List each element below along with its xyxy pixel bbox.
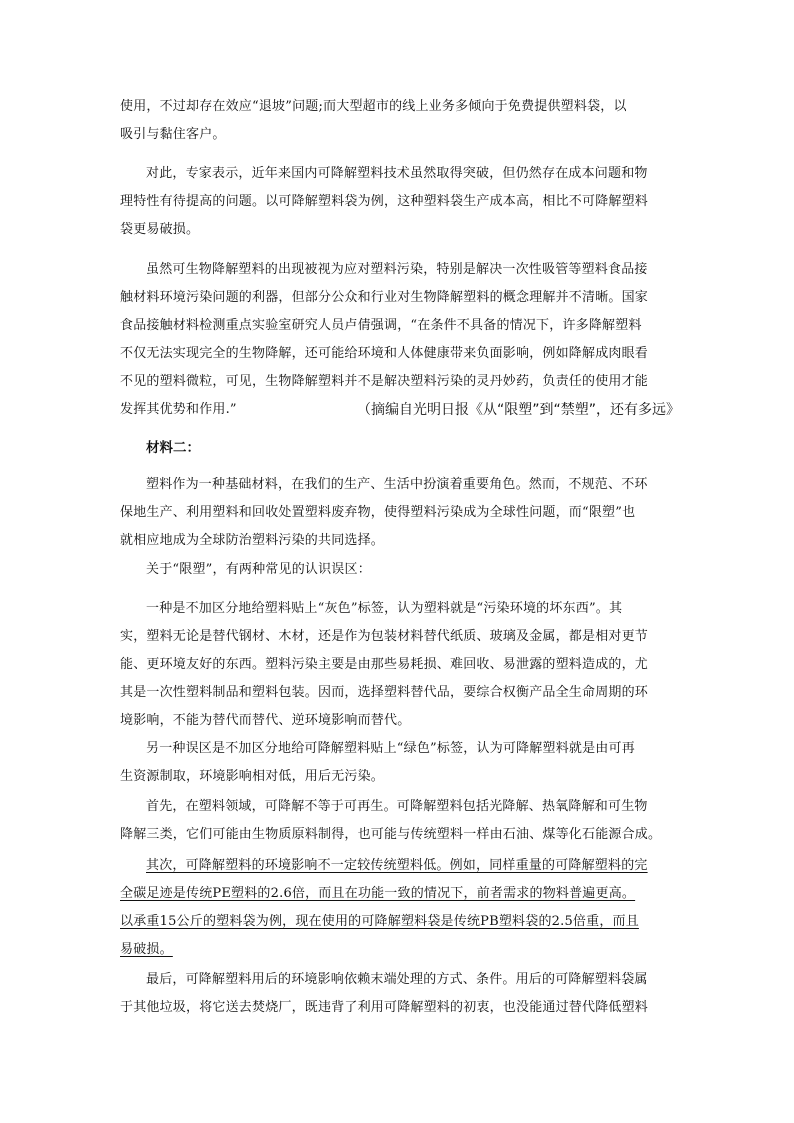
text-line: 理特性有待提高的问题。以可降解塑料袋为例，这种塑料袋生产成本高，相比不可降解塑料: [120, 194, 649, 209]
underlined-text-line: 以承重15公斤的塑料袋为例，现在使用的可降解塑料袋是传统PB塑料袋的2.5倍重，而且: [120, 914, 639, 929]
paragraph-8: [120, 793, 680, 849]
paragraph-9-underlined: [120, 852, 680, 964]
text-line: 境影响，不能为替代而替代、逆环境影响而替代。: [120, 713, 411, 728]
text-line: 于其他垃圾，将它送去焚烧厂，既违背了利用可降解塑料的初衷，也没能通过替代降低塑料: [120, 1000, 649, 1015]
paragraph-5: [120, 556, 680, 584]
text-line: 关于“限塑”，有两种常见的认识误区：: [146, 562, 371, 577]
paragraph-1: [120, 93, 680, 149]
text-line: 虽然可生物降解塑料的出现被视为应对塑料污染，特别是解决一次性吸管等塑料食品接: [146, 262, 648, 277]
text-line: 就相应地成为全球防治塑料污染的共同选择。: [120, 533, 385, 548]
section-heading: 材料二：: [146, 440, 200, 456]
paragraph-2: [120, 160, 680, 244]
text-line: 不见的塑料微粒，可见，生物降解塑料并不是解决塑料污染的灵丹妙药，负责任的使用才能: [120, 374, 649, 389]
text-line: 食品接触材料检测重点实验室研究人员卢倩强调，“在条件不具备的情况下，许多降解塑料: [120, 318, 642, 333]
text-line: 其是一次性塑料制品和塑料包装。因而，选择塑料替代品，要综合权衡产品全生命周期的环: [120, 685, 649, 700]
text-line: 首先，在塑料领域，可降解不等于可再生。可降解塑料包括光降解、热氧降解和可生物: [146, 799, 648, 814]
underlined-text-line: 易破损。: [120, 942, 173, 957]
underlined-text-line: 全碳足迹是传统PE塑料的2.6倍，而且在功能一致的情况下，前者需求的物料普遍更高。: [120, 886, 636, 901]
text-line: 不仅无法实现完全的生物降解，还可能给环境和人体健康带来负面影响，例如降解成肉眼看: [120, 346, 649, 361]
text-line: 生资源制取，环境影响相对低，用后无污染。: [120, 769, 385, 784]
text-line: 发挥其优势和作用.”: [120, 402, 237, 417]
text-line: 保地生产、利用塑料和回收处置塑料废弃物，使得塑料污染成为全球性问题，而“限塑”也: [120, 505, 636, 520]
text-line: 吸引与黏住客户。: [120, 127, 226, 142]
text-line: 对此，专家表示，近年来国内可降解塑料技术虽然取得突破，但仍然存在成本问题和物: [146, 166, 648, 181]
text-line: 最后，可降解塑料用后的环境影响依赖末端处理的方式、条件。用后的可降解塑料袋属: [146, 972, 648, 987]
text-line: 塑料作为一种基础材料，在我们的生产、生活中扮演着重要角色。然而，不规范、不环: [146, 477, 648, 492]
paragraph-10: [120, 966, 680, 1022]
underlined-text-line: 其次，可降解塑料的环境影响不一定较传统塑料低。例如，同样重量的可降解塑料的完: [146, 858, 648, 873]
paragraph-6: [120, 595, 680, 735]
source-citation: （摘编自光明日报《从“限塑”到“禁塑”，还有多远》: [356, 402, 680, 418]
text-line: 另一种误区是不加区分地给可降解塑料贴上“绿色”标签，认为可降解塑料就是由可再: [146, 741, 635, 756]
text-line: 能、更环境友好的东西。塑料污染主要是由那些易耗损、难回收、易泄露的塑料造成的，尤: [120, 657, 649, 672]
paragraph-4: [120, 471, 680, 555]
text-line: 触材料环境污染问题的利器，但部分公众和行业对生物降解塑料的概念理解并不清晰。国家: [120, 290, 649, 305]
text-line: 实，塑料无论是替代钢材、木材，还是作为包装材料替代纸质、玻璃及金属，都是相对更节: [120, 629, 649, 644]
text-line: 使用，不过却存在效应“退坡”问题;而大型超市的线上业务多倾向于免费提供塑料袋，以: [120, 99, 627, 114]
text-line: 袋更易破损。: [120, 222, 200, 237]
text-line: 降解三类，它们可能由生物质原料制得，也可能与传统塑料一样由石油、煤等化石能源合成。: [120, 827, 662, 842]
paragraph-7: [120, 735, 680, 791]
text-line: 一种是不加区分地给塑料贴上“灰色”标签，认为塑料就是“污染环境的坏东西”。其: [146, 601, 623, 616]
